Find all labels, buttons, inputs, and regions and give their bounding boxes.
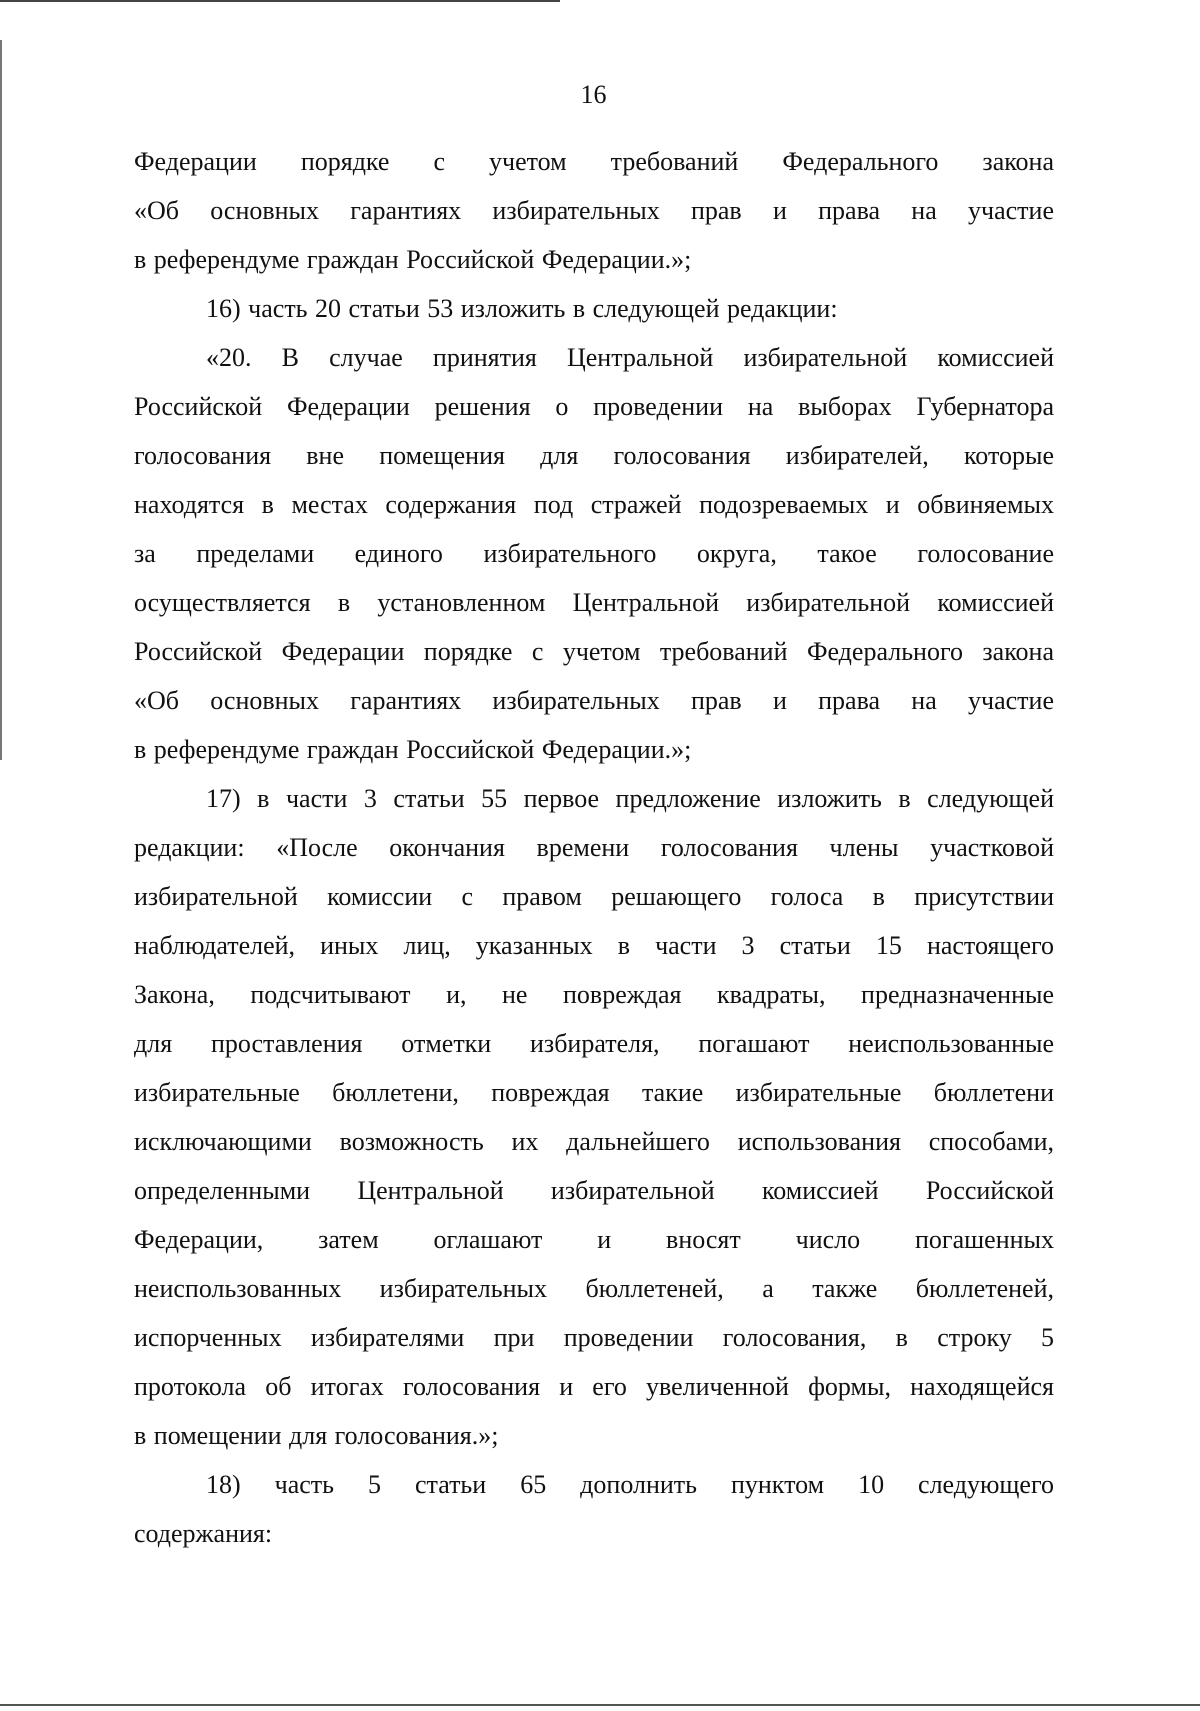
text-line: «Об основных гарантиях избирательных прав и права на участие (134, 196, 1054, 225)
text-line: Российской Федерации порядке с учетом требований Федерального закона (134, 637, 1054, 666)
text-line: в референдуме граждан Российской Федерации.»; (134, 245, 692, 274)
text-line: «20. В случае принятия Центральной избирательной комиссией (206, 343, 1054, 372)
text-line: 18) часть 5 статьи 65 дополнить пунктом 10 следующего (206, 1470, 1054, 1499)
text-line: избирательной комиссии с правом решающего голоса в присутствии (134, 882, 1054, 911)
text-line: осуществляется в установленном Центральной избирательной комиссией (134, 588, 1054, 617)
text-line: определенными Центральной избирательной комиссией Российской (134, 1176, 1054, 1205)
text-line: «Об основных гарантиях избирательных прав и права на участие (134, 686, 1054, 715)
text-line: протокола об итогах голосования и его увеличенной формы, находящейся (134, 1372, 1054, 1401)
text-line: за пределами единого избирательного округа, такое голосование (134, 539, 1054, 568)
scan-edge-bottom (0, 1704, 1200, 1706)
text-line: избирательные бюллетени, повреждая такие избирательные бюллетени (134, 1078, 1054, 1107)
text-line: содержания: (134, 1519, 273, 1548)
text-line: Федерации порядке с учетом требований Федерального закона (134, 147, 1054, 176)
text-line: неиспользованных избирательных бюллетеней, а также бюллетеней, (134, 1274, 1054, 1303)
text-line: испорченных избирателями при проведении голосования, в строку 5 (134, 1323, 1054, 1352)
text-line: 17) в части 3 статьи 55 первое предложение изложить в следующей (206, 784, 1054, 813)
text-line: для проставления отметки избирателя, погашают неиспользованные (134, 1029, 1054, 1058)
text-line: Российской Федерации решения о проведении на выборах Губернатора (134, 392, 1054, 421)
text-line: Федерации, затем оглашают и вносят число погашенных (134, 1225, 1054, 1254)
text-line: наблюдателей, иных лиц, указанных в части 3 статьи 15 настоящего (134, 931, 1054, 960)
scan-edge-top (0, 0, 560, 2)
page-number: 16 (580, 80, 607, 109)
text-line: исключающими возможность их дальнейшего использования способами, (134, 1127, 1054, 1156)
document-body (134, 137, 1054, 1558)
text-line: находятся в местах содержания под стражей подозреваемых и обвиняемых (134, 490, 1054, 519)
scan-edge-left (0, 40, 2, 760)
text-line: в помещении для голосования.»; (134, 1421, 499, 1450)
text-line: в референдуме граждан Российской Федерации.»; (134, 735, 692, 764)
text-line: Закона, подсчитывают и, не повреждая квадраты, предназначенные (134, 980, 1054, 1009)
text-line: голосования вне помещения для голосования избирателей, которые (134, 441, 1054, 470)
text-line: 16) часть 20 статьи 53 изложить в следующей редакции: (206, 294, 838, 323)
text-line: редакции: «После окончания времени голосования члены участковой (134, 833, 1054, 862)
